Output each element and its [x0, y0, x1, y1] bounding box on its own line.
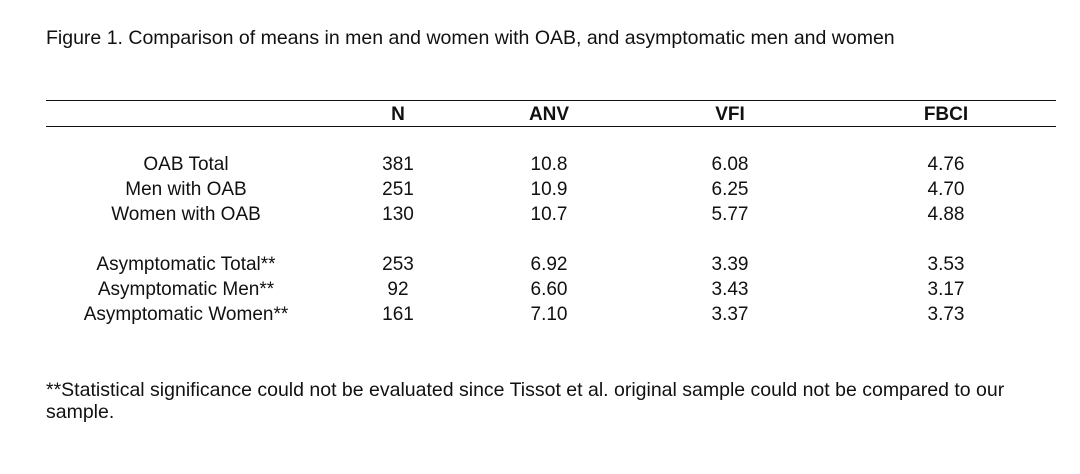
- row-label: Asymptomatic Total**: [96, 254, 276, 275]
- table-row: [0, 179, 1080, 203]
- cell-fbci: 3.17: [927, 279, 965, 300]
- table-row: [0, 304, 1080, 328]
- cell-anv: 10.9: [530, 179, 568, 200]
- cell-anv: 10.7: [530, 204, 568, 225]
- table-row: [0, 279, 1080, 303]
- cell-fbci: 4.76: [927, 154, 965, 175]
- cell-vfi: 6.25: [711, 179, 749, 200]
- table-row: [0, 254, 1080, 278]
- cell-anv: 10.8: [530, 154, 568, 175]
- cell-fbci: 4.70: [927, 179, 965, 200]
- table-row: [0, 154, 1080, 178]
- column-header-anv: ANV: [528, 104, 570, 125]
- column-header-fbci: FBCI: [923, 104, 969, 125]
- cell-fbci: 4.88: [927, 204, 965, 225]
- column-header-vfi: VFI: [715, 104, 745, 125]
- cell-anv: 6.60: [530, 279, 568, 300]
- row-label: Asymptomatic Women**: [83, 304, 289, 325]
- table-header-rule: [46, 126, 1056, 127]
- cell-fbci: 3.73: [927, 304, 965, 325]
- cell-n: 161: [382, 304, 414, 325]
- row-label: OAB Total: [143, 154, 229, 175]
- table-top-rule: [46, 100, 1056, 101]
- cell-anv: 6.92: [530, 254, 568, 275]
- column-header-n: N: [391, 104, 405, 125]
- figure-caption: Figure 1. Comparison of means in men and women with OAB, and asymptomatic men and women: [46, 27, 895, 49]
- cell-vfi: 6.08: [711, 154, 749, 175]
- cell-fbci: 3.53: [927, 254, 965, 275]
- cell-vfi: 3.43: [711, 279, 749, 300]
- cell-vfi: 5.77: [711, 204, 749, 225]
- row-label: Men with OAB: [125, 179, 247, 200]
- cell-anv: 7.10: [530, 304, 568, 325]
- cell-n: 381: [382, 154, 414, 175]
- cell-n: 251: [382, 179, 414, 200]
- row-label: Women with OAB: [111, 204, 261, 225]
- cell-n: 130: [382, 204, 414, 225]
- cell-vfi: 3.37: [711, 304, 749, 325]
- footnote: **Statistical significance could not be evaluated since Tissot et al. original sample could not be compared to our sample.: [46, 379, 1005, 423]
- row-label: Asymptomatic Men**: [97, 279, 275, 300]
- cell-vfi: 3.39: [711, 254, 749, 275]
- cell-n: 253: [382, 254, 414, 275]
- table-row: [0, 204, 1080, 228]
- cell-n: 92: [387, 279, 409, 300]
